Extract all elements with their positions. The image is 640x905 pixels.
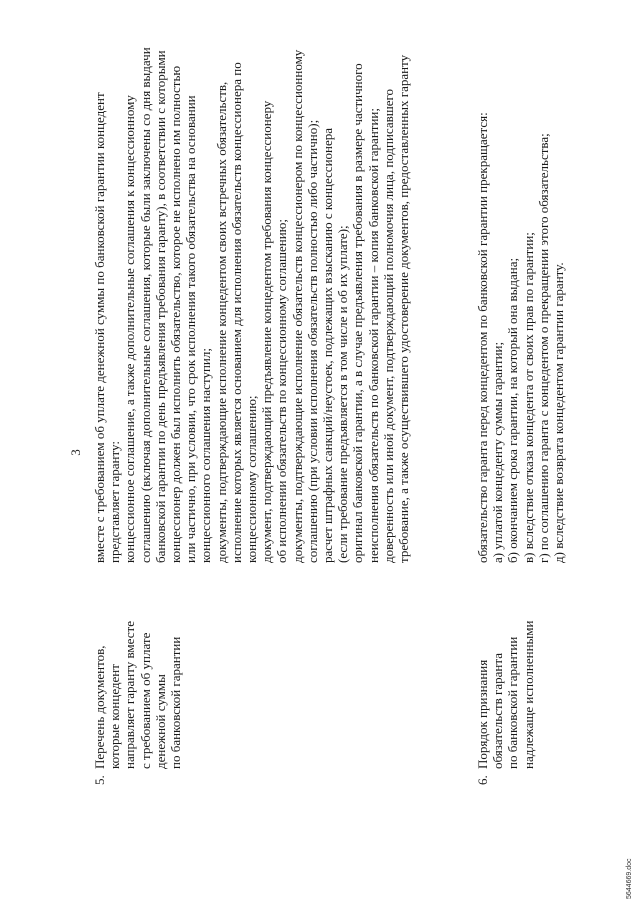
body-line: концессионер должен был исполнить обязательство, которое не исполнено им полностью	[168, 65, 184, 563]
body-line: требование, а также осуществившего удостоверение документов, предоставленных гаранту	[396, 54, 412, 563]
body-line: доверенность или иной документ, подтверждающий полномочия лица, подписавшего	[380, 88, 396, 563]
body-line: документ, подтверждающий предъявление концедентом требования концессионеру	[259, 100, 275, 563]
section-title-line: которые концедент	[107, 664, 123, 769]
section-body	[92, 0, 411, 563]
section-number: 5.	[92, 775, 107, 785]
body-line: расчет штрафных санкций/неустоек, подлежащих взысканию с концессионера	[320, 127, 336, 563]
section-title-line: Перечень документов,	[92, 645, 107, 769]
body-line: соглашению (при условии исполнения обязательств полностью либо частично);	[304, 119, 320, 563]
section-title-line: по банковской гарантии	[168, 636, 184, 769]
body-line: б) окончанием срока гарантии, на который она выдана;	[505, 257, 521, 563]
body-line: неисполнения обязательств по банковской гарантии – копия банковской гарантии;	[365, 108, 381, 563]
body-line: а) уплатой концеденту суммы гарантии;	[490, 341, 506, 563]
section-title	[475, 549, 536, 769]
body-line: концессионному соглашению;	[244, 395, 260, 563]
body-line: соглашению (включая дополнительные соглашения, которые были заключены со дня выдачи	[137, 47, 153, 563]
body-line: документы, подтверждающие исполнение обязательств концессионером по концессионному	[289, 49, 305, 563]
body-line: об исполнении обязательств по концессионному соглашению;	[274, 219, 290, 563]
body-line: д) вследствие возврата концедентом гарантии гаранту.	[551, 262, 567, 563]
document-filename: 5644669.doc	[626, 858, 633, 899]
section-title-line: по банковской гарантии	[505, 636, 521, 769]
section-body	[475, 0, 566, 563]
body-line: банковской гарантии по день предъявления требования гаранту), в соответствии с которыми	[152, 50, 168, 563]
section-title	[92, 549, 183, 769]
body-line: концессионного соглашения наступил;	[198, 348, 214, 563]
section-title-line: Порядок признания	[475, 659, 490, 769]
body-line: (если требование предъявляется в том числе и об их уплате);	[335, 225, 351, 563]
section-title-line: с требованием об уплате	[137, 632, 153, 769]
section-title-line: надлежаще исполненными	[520, 620, 536, 769]
body-line: г) по соглашению гаранта с концедентом о прекращении этого обязательства;	[535, 133, 551, 563]
body-line: в) вследствие отказа концедента от своих прав по гарантии;	[520, 232, 536, 563]
section-title-line: направляет гаранту вместе	[122, 621, 138, 769]
body-line: или частично, при условии, что срок исполнения такого обязательства на основании	[183, 95, 199, 563]
section-title-line: денежной суммы	[152, 674, 168, 769]
body-line: обязательство гаранта перед концедентом по банковской гарантии прекращается:	[475, 112, 490, 563]
page-number: 3	[68, 449, 83, 456]
body-line: исполнение которых является основанием для исполнения обязательств концессионера по	[228, 62, 244, 563]
body-line: оригинал банковской гарантии, а в случае предъявления требования в размере частичного	[350, 63, 366, 563]
body-line: вместе с требованием об уплате денежной суммы по банковской гарантии концедент	[92, 92, 107, 563]
section-title-line: обязательств гаранта	[490, 653, 506, 769]
body-line: документы, подтверждающие исполнение концедентом своих встречных обязательств,	[213, 81, 229, 563]
body-line: представляет гаранту:	[107, 441, 123, 563]
body-line: концессионное соглашение, а также дополнительные соглашения к концессионному	[122, 95, 138, 563]
section-number: 6.	[475, 775, 490, 785]
